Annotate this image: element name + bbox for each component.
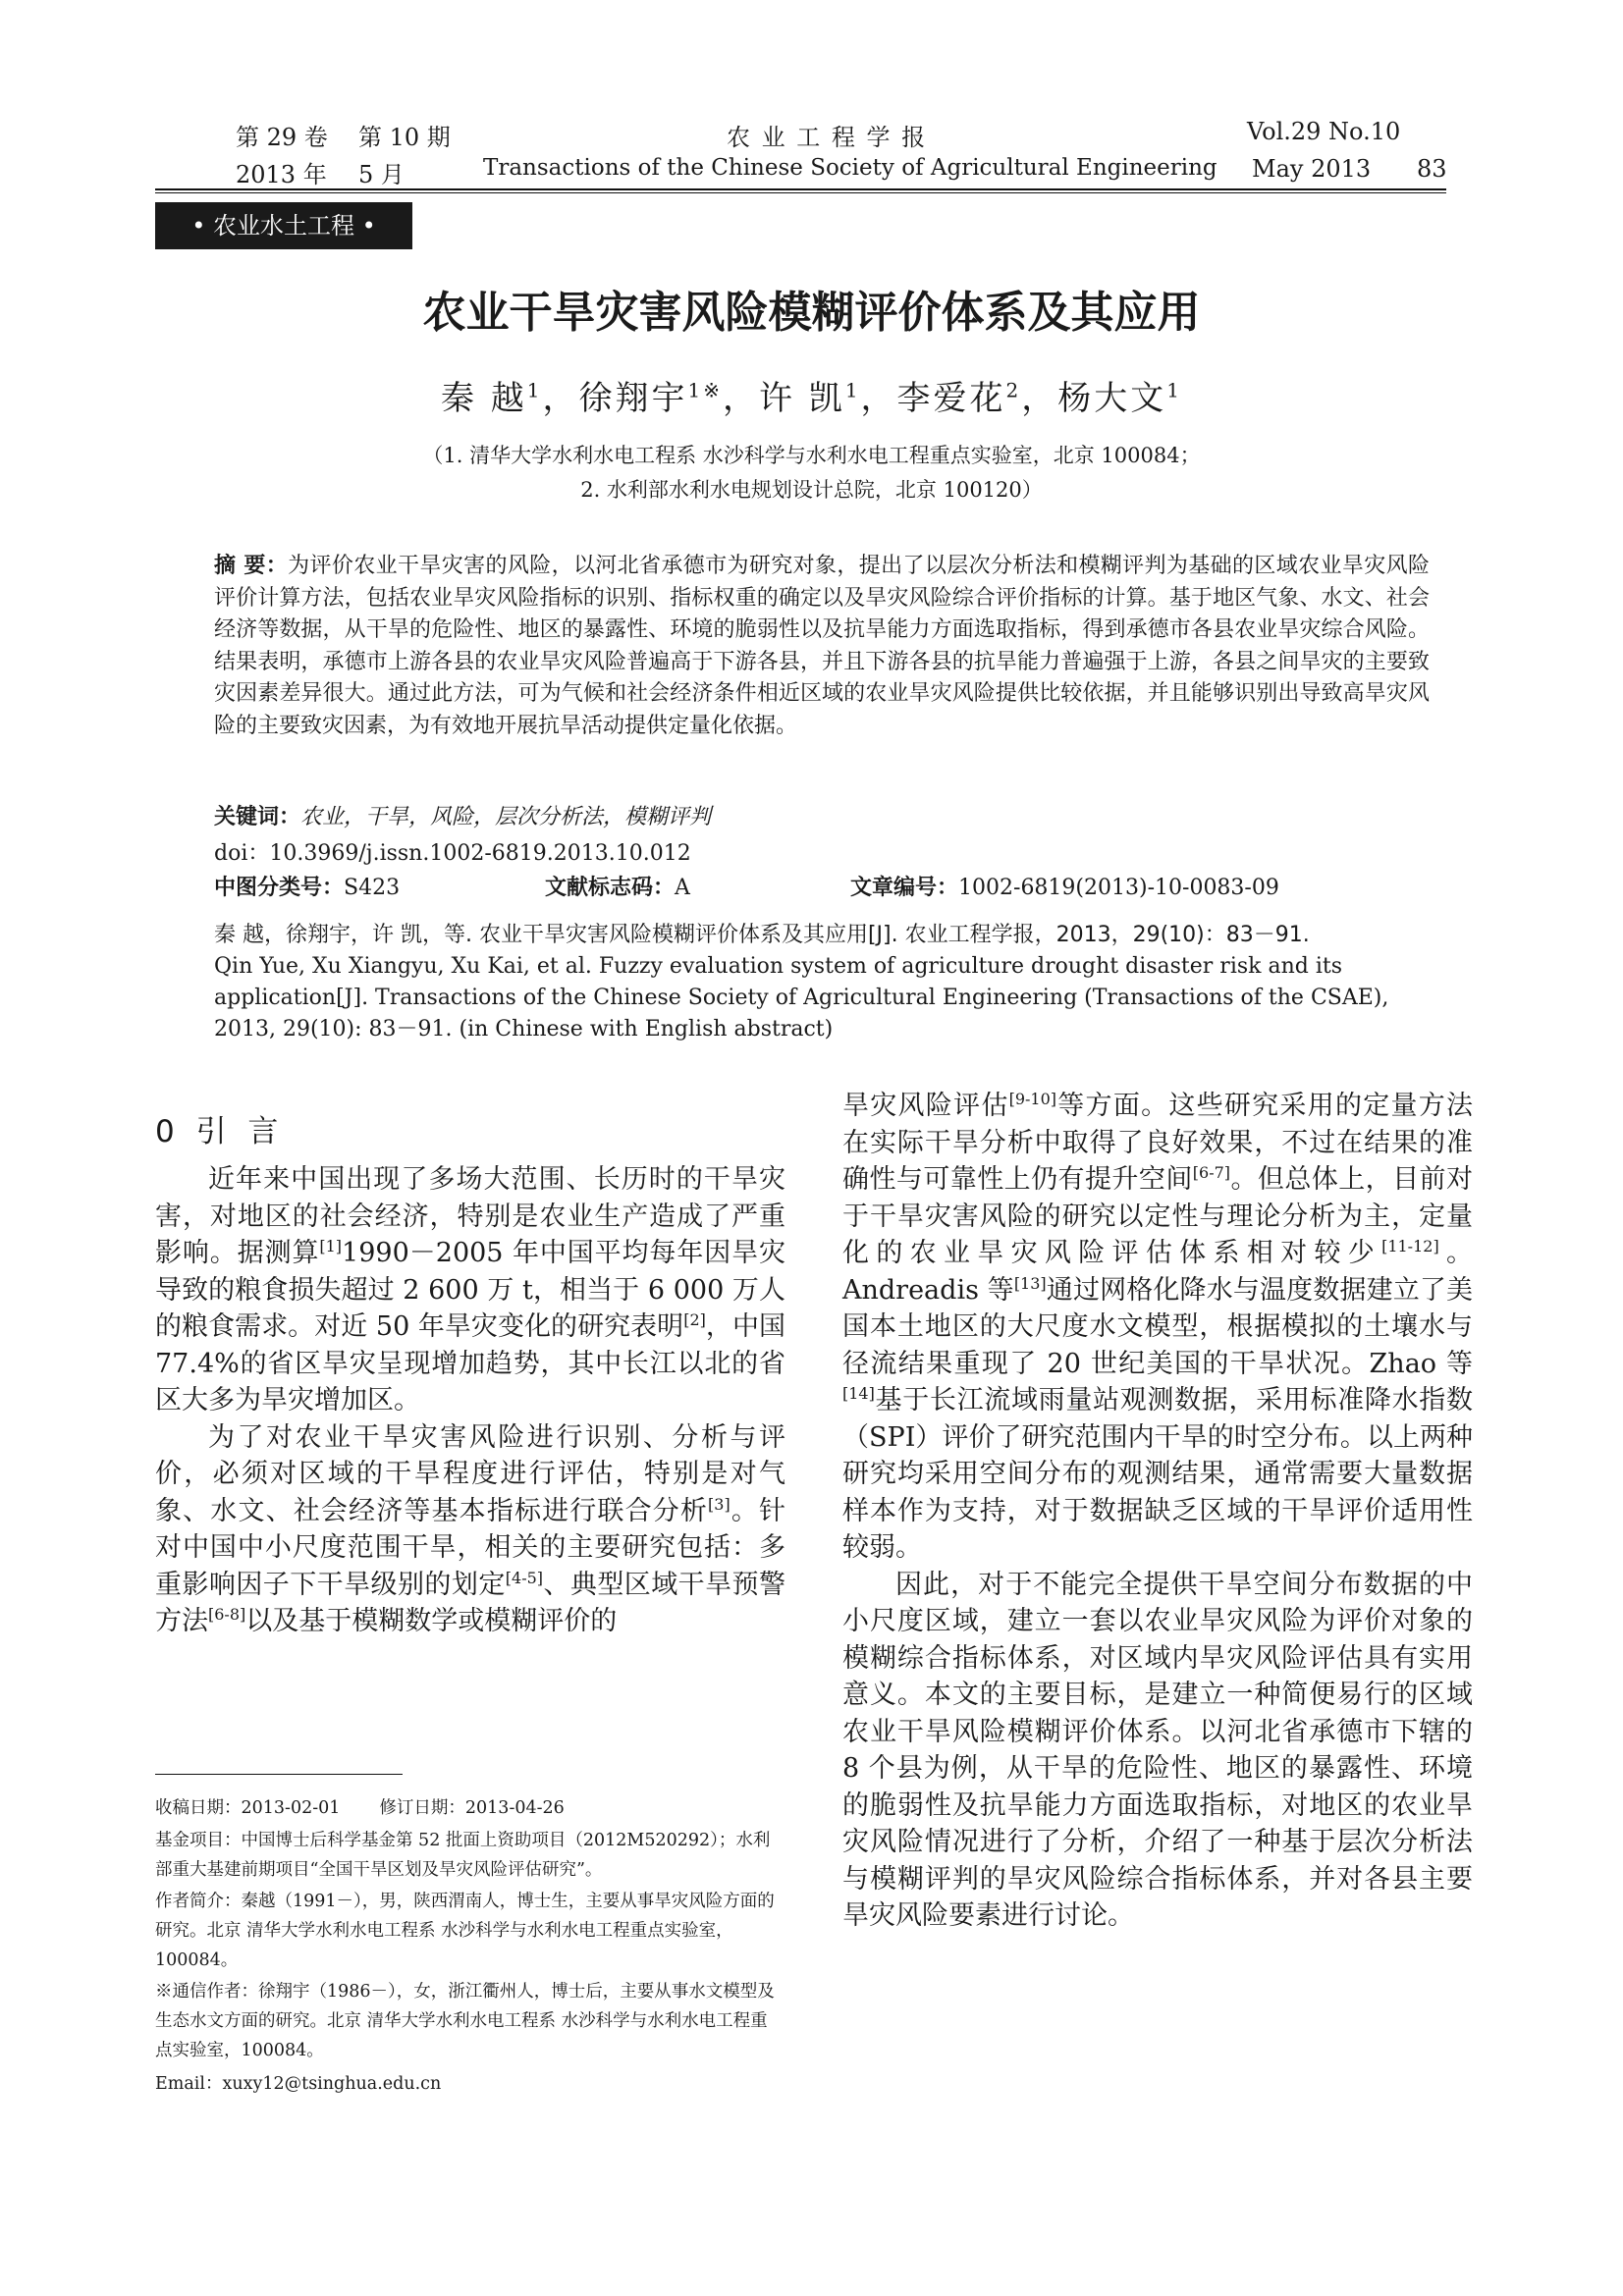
- reference-mark: [9-10]: [1008, 1090, 1057, 1108]
- abstract-label: 摘 要：: [214, 554, 289, 578]
- volume-cn: 第 29 卷: [236, 124, 328, 151]
- citation: [214, 920, 1430, 1045]
- footnote-rule: [155, 1774, 403, 1775]
- date-en: May 2013: [1252, 155, 1372, 183]
- affiliation-line: （1. 清华大学水利水电工程系 水沙科学与水利水电工程重点实验室，北京 100084；: [422, 444, 1201, 467]
- text-run: 、典型区域干旱预警方法: [155, 1569, 786, 1636]
- paragraph: [155, 1161, 785, 1419]
- reference-mark: [6-7]: [1192, 1163, 1231, 1182]
- reference-mark: [11-12]: [1381, 1237, 1439, 1255]
- issue-cn: 第 10 期: [358, 124, 451, 151]
- reference-mark: [2]: [683, 1310, 706, 1329]
- year-cn: 2013 年: [236, 161, 327, 188]
- document-code: [545, 871, 690, 901]
- keywords-text: 农业，干旱，风险，层次分析法，模糊评判: [300, 805, 712, 829]
- text-run: 。Andreadis 等: [842, 1238, 1474, 1306]
- page-number: 83: [1417, 155, 1447, 183]
- text-run: 。针对中国中小尺度范围干旱，相关的主要研究包括：多重影响因子下干旱级别的划定: [155, 1495, 786, 1600]
- header-rule: [155, 188, 1446, 190]
- author-affil-mark: 1※: [687, 378, 723, 402]
- author-name: 杨大文: [1057, 379, 1167, 418]
- author-name: 徐翔宇: [578, 379, 688, 418]
- article-number-value: 1002-6819(2013)-10-0083-09: [958, 876, 1279, 900]
- clc-value: S423: [344, 876, 401, 900]
- keywords: [214, 800, 711, 830]
- reference-mark: [13]: [1013, 1273, 1047, 1293]
- right-column: [842, 1088, 1473, 1935]
- left-column: [155, 1161, 785, 1640]
- text-run: 为了对农业干旱灾害风险进行识别、分析与评价，必须对区域的干旱程度进行评估，特别是对气象、水文、社会经济等基本指标进行联合分析: [155, 1421, 785, 1526]
- text-run: 近年来中国出现了多场大范围、长历时的干旱灾害，对地区的社会经济，特别是农业生产造成了严重影响。据测算: [155, 1164, 785, 1268]
- author-bio-footnote: 作者简介：秦越（1991－），男，陕西渭南人，博士生，主要从事旱灾风险方面的研究。北京 清华大学水利水电工程系 水沙科学与水利水电工程重点实验室，100084。: [155, 1892, 775, 1970]
- text-run: 。但总体上，目前对于干旱灾害风险的研究以定性与理论分析为主，定量化的农业旱灾风险评估体系相对较少: [842, 1164, 1474, 1268]
- section-heading: 0 引 言: [155, 1114, 285, 1149]
- header-rule-thin: [155, 192, 1446, 193]
- reference-mark: [4-5]: [505, 1568, 544, 1587]
- journal-name-cn: 农 业 工 程 学 报: [727, 124, 928, 151]
- corresponding-author-footnote: ※通信作者：徐翔宇（1986－），女，浙江衢州人，博士后，主要从事水文模型及生态水文方面的研究。北京 清华大学水利水电工程系 水沙科学与水利水电工程重点实验室，100084。: [155, 1982, 775, 2060]
- paragraph: [155, 1419, 785, 1640]
- fund-footnote: 基金项目：中国博士后科学基金第 52 批面上资助项目（2012M520292）；水利部重大基建前期项目“全国干旱区划及旱灾风险评估研究”。: [155, 1831, 771, 1880]
- reference-mark: [6-8]: [208, 1605, 246, 1624]
- clc-label: 中图分类号：: [214, 876, 345, 900]
- category-label: • 农业水土工程 •: [155, 202, 412, 249]
- reference-mark: [3]: [708, 1494, 730, 1514]
- author-list: 秦 越$^1$，徐翔宇$^{1※}$，许 凯$^1$，李爱花$^2$，杨大文$^1$: [440, 378, 1183, 418]
- volume-issue-en: Vol.29 No.10: [1247, 118, 1401, 145]
- author-name: 李爱花: [896, 379, 1006, 418]
- affiliation-line: 2. 水利部水利水电规划设计总院，北京 100120）: [580, 478, 1043, 502]
- author-name: 秦 越: [440, 379, 527, 418]
- article-number-label: 文章编号：: [850, 876, 959, 900]
- article-number: [850, 871, 1279, 901]
- text-run: 1990－2005 年中国平均每年因旱灾导致的粮食损失超过 2 600 万 t，相当于 6 000 万人的粮食需求。对近 50 年旱灾变化的研究表明: [155, 1238, 785, 1342]
- received-date: 收稿日期：2013-02-01: [155, 1798, 341, 1818]
- citation-en: Qin Yue, Xu Xiangyu, Xu Kai, et al. Fuzzy evaluation system of agriculture drought disaster risk and its application[J]. Transactions of the Chinese Society of Agricultural Engineering (Transactions of the CSAE), 2013, 29(10): 83－91. (in Chinese with English abstract): [214, 954, 1389, 1041]
- paragraph: [842, 1088, 1473, 1567]
- document-code-label: 文献标志码：: [545, 876, 676, 900]
- text-run: 通过网格化降水与温度数据建立了美国本土地区的大尺度水文模型，根据模拟的土壤水与径流结果重现了 20 世纪美国的干旱状况。Zhao 等: [842, 1274, 1474, 1379]
- keywords-label: 关键词：: [214, 805, 301, 829]
- doi: doi：10.3969/j.issn.1002-6819.2013.10.012: [214, 841, 691, 866]
- text-run: 等方面。这些研究采用的定量方法在实际干旱分析中取得了良好效果，不过在结果的准确性与可靠性上仍有提升空间: [842, 1091, 1474, 1195]
- text-run: 以及基于模糊数学或模糊评价的: [245, 1606, 618, 1636]
- revised-date: 修订日期：2013-04-26: [379, 1798, 565, 1818]
- reference-mark: [1]: [319, 1237, 343, 1255]
- paper-title: 农业干旱灾害风险模糊评价体系及其应用: [422, 288, 1201, 338]
- text-run: 基于长江流域雨量站观测数据，采用标准降水指数（SPI）评价了研究范围内干旱的时空分布。以上两种研究均采用空间分布的观测结果，通常需要大量数据样本作为支持，对于数据缺乏区域的干旱评价适用性较弱。: [842, 1385, 1473, 1563]
- dates-footnote: [155, 1793, 784, 1823]
- month-cn: 5 月: [358, 161, 405, 188]
- text-run: 旱灾风险评估: [842, 1091, 1009, 1121]
- abstract: [214, 551, 1430, 742]
- abstract-text: 为评价农业干旱灾害的风险，以河北省承德市为研究对象，提出了以层次分析法和模糊评判为基础的区域农业旱灾风险评价计算方法，包括农业旱灾风险指标的识别、指标权重的确定以及旱灾风险综合评价指标的计算。基于地区气象、水文、社会经济等数据，从干旱的危险性、地区的暴露性、环境的脆弱性以及抗旱能力方面选取指标，得到承德市各县农业旱灾综合风险。结果表明，承德市上游各县的农业旱灾风险普遍高于下游各县，并且下游各县的抗旱能力普遍强于上游，各县之间旱灾的主要致灾因素差异很大。通过此方法，可为气候和社会经济条件相近区域的农业旱灾风险提供比较依据，并且能够识别出导致高旱灾风险的主要致灾因素，为有效地开展抗旱活动提供定量化依据。: [214, 554, 1430, 738]
- journal-name-en: Transactions of the Chinese Society of Agricultural Engineering: [483, 155, 1217, 181]
- text-run: ，中国 77.4%的省区旱灾呈现增加趋势，其中长江以北的省区大多为旱灾增加区。: [155, 1311, 785, 1415]
- email-footnote: Email：xuxy12@tsinghua.edu.cn: [155, 2074, 442, 2094]
- author-name: 许 凯: [759, 379, 845, 418]
- document-code-value: A: [675, 876, 690, 900]
- reference-mark: [14]: [842, 1384, 875, 1403]
- author-affil-mark: 2: [1005, 378, 1022, 402]
- author-affil-mark: 1: [526, 378, 543, 402]
- paragraph: 因此，对于不能完全提供干旱空间分布数据的中小尺度区域，建立一套以农业旱灾风险为评价对象的模糊综合指标体系，对区域内旱灾风险评估具有实用意义。本文的主要目标，是建立一种简便易行的区域农业干旱风险模糊评价体系。以河北省承德市下辖的 8 个县为例，从干旱的危险性、地区的暴露性、环境的脆弱性及抗旱能力方面选取指标，对地区的农业旱灾风险情况进行了分析，介绍了一种基于层次分析法与模糊评判的旱灾风险综合指标体系，并对各县主要旱灾风险要素进行讨论。: [842, 1569, 1473, 1931]
- author-affil-mark: 1: [844, 378, 861, 402]
- author-affil-mark: 1: [1166, 378, 1183, 402]
- citation-cn: 秦 越，徐翔宇，许 凯，等. 农业干旱灾害风险模糊评价体系及其应用[J]. 农业工程学报，2013，29(10)：83－91.: [214, 923, 1310, 947]
- clc-number: [214, 871, 400, 901]
